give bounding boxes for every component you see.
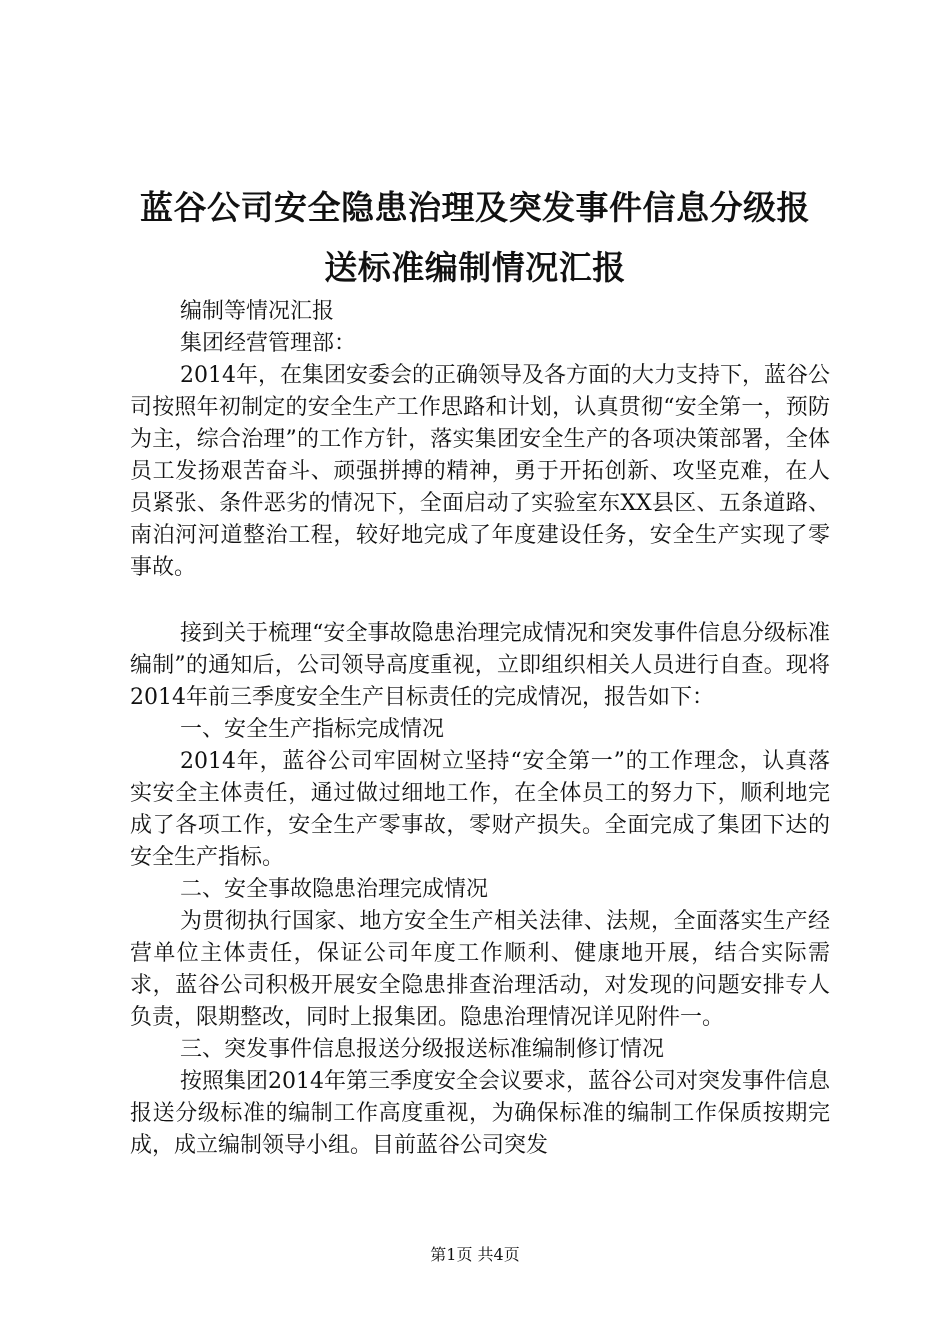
paragraph-section-1: 2014年，蓝谷公司牢固树立坚持“安全第一”的工作理念，认真落实安全主体责任，通过做过细地工作，在全体员工的努力下，顺利地完成了各项工作，安全生产零事故，零财产损失。全面完成了集团下达的安全生产指标。 xyxy=(130,749,830,870)
document-title-line-2: 送标准编制情况汇报 xyxy=(324,248,626,287)
page-number-footer: 第1页 共4页 xyxy=(430,1245,520,1264)
document-body xyxy=(130,296,830,1162)
paragraph-section-2: 为贯彻执行国家、地方安全生产相关法律、法规，全面落实生产经营单位主体责任，保证公司年度工作顺利、健康地开展，结合实际需求，蓝谷公司积极开展安全隐患排查治理活动，对发现的问题安排专人负责，限期整改，同时上报集团。隐患治理情况详见附件一。 xyxy=(130,909,830,1030)
section-heading-3: 三、突发事件信息报送分级报送标准编制修订情况 xyxy=(180,1037,665,1062)
section-heading-2: 二、安全事故隐患治理完成情况 xyxy=(180,877,489,902)
paragraph-intro: 2014年，在集团安委会的正确领导及各方面的大力支持下，蓝谷公司按照年初制定的安全生产工作思路和计划，认真贯彻“安全第一，预防为主，综合治理”的工作方针，落实集团安全生产的各项决策部署，全体员工发扬艰苦奋斗、顽强拼搏的精神，勇于开拓创新、攻坚克难，在人员紧张、条件恶劣的情况下，全面启动了实验室东XX县区、五条道路、南泊河河道整治工程，较好地完成了年度建设任务，安全生产实现了零事故。 xyxy=(130,363,830,580)
section-heading-1: 一、安全生产指标完成情况 xyxy=(180,717,445,742)
paragraph-subject: 编制等情况汇报 xyxy=(180,299,335,324)
paragraph-recipient: 集团经营管理部： xyxy=(180,331,357,356)
document-title-line-1: 蓝谷公司安全隐患治理及突发事件信息分级报 xyxy=(140,188,810,227)
paragraph-gap xyxy=(130,584,830,618)
paragraph-notice: 接到关于梳理“安全事故隐患治理完成情况和突发事件信息分级标准编制”的通知后，公司领导高度重视，立即组织相关人员进行自查。现将2014年前三季度安全生产目标责任的完成情况，报告如下： xyxy=(130,621,830,710)
paragraph-section-3: 按照集团2014年第三季度安全会议要求，蓝谷公司对突发事件信息报送分级标准的编制工作高度重视，为确保标准的编制工作保质按期完成，成立编制领导小组。目前蓝谷公司突发 xyxy=(130,1069,830,1158)
